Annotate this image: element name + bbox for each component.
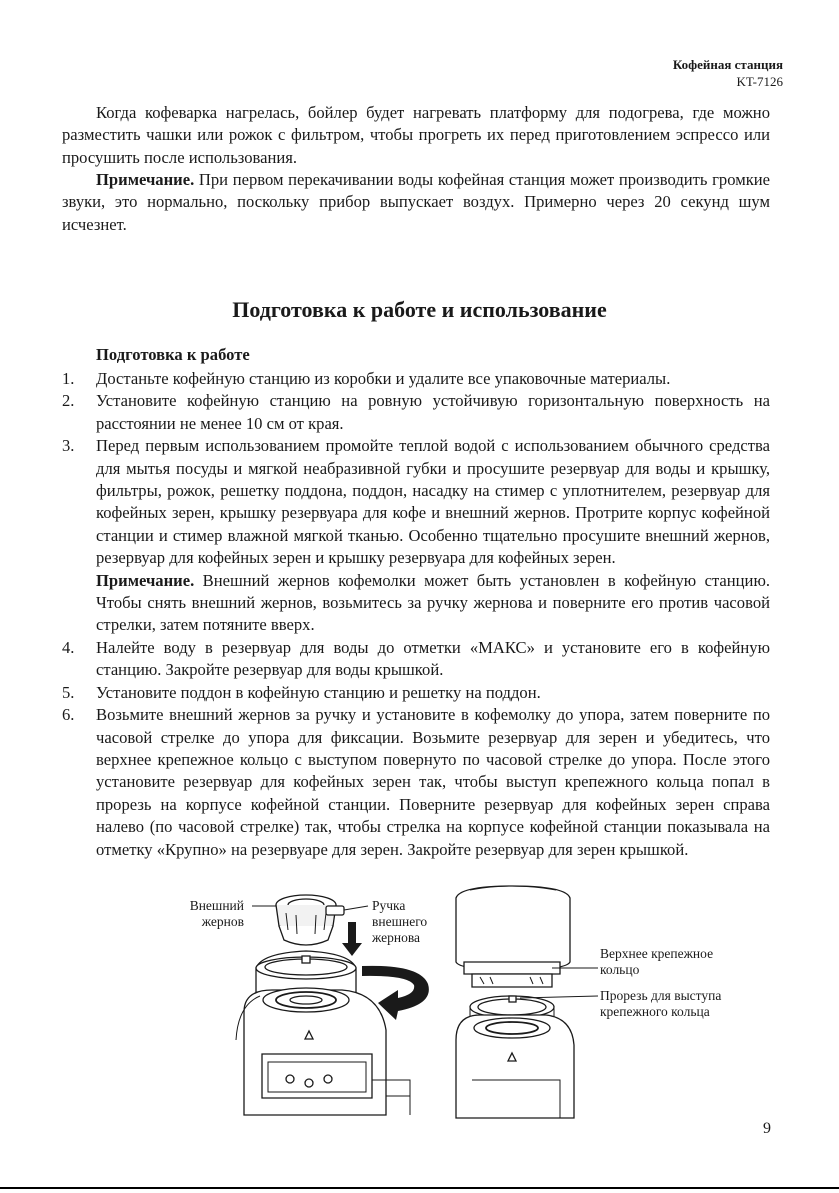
intro-paragraph-2 [62,169,770,236]
step-number: 3. [62,436,75,456]
note-label: Примечание. [96,570,195,590]
list-item [62,682,770,704]
down-arrow-icon [342,922,362,956]
label-outer-burr-2: жернов [201,914,244,929]
list-item [62,704,770,861]
section-title: Подготовка к работе и использование [232,297,607,322]
grinder-body-right [456,996,574,1118]
step-text: Установите кофейную станцию на ровную устойчивую горизонтальную поверхность на расстоянии не менее 10 см от края. [96,391,770,433]
rotate-clockwise-icon [362,966,429,1020]
label-handle-3: жернова [372,930,421,945]
step-text: Возьмите внешний жернов за ручку и установите в кофемолку до упора, затем поверните по часовой стрелке до упора для фиксации. Возьмите резервуар для зерен и убедитесь, что верхнее крепежное кольцо с выступом повернуто по часовой стрелке до упора. После этого установите резервуар для кофейных зерен так, чтобы выступ крепежного кольца попал в прорезь на корпусе кофейной станции. Поверните резервуар для кофейных зерен справа налево (по часовой стрелке) так, чтобы стрелка на корпусе кофейной станции показывала на отметку «Крупно» на резервуаре для зерен. Закройте резервуар для зерен крышкой. [96,705,770,859]
step-number: 4. [62,637,75,657]
label-slot-1: Прорезь для выступа [600,988,722,1003]
outer-burr [276,895,344,945]
intro-paragraph-1 [62,102,770,169]
note-text: Внешний жернов кофемолки может быть установлен в кофейную станцию. Чтобы снять внешний жернов, возьмитесь за ручку жернова и поверните его против часовой стрелки, затем потяните вверх. [96,570,770,635]
steps-list [62,368,770,861]
page-header [673,56,783,90]
label-handle-1: Ручка [372,898,406,913]
page-number: 9 [763,1120,771,1137]
list-item [62,368,770,390]
step-number: 5. [62,682,75,702]
header-title: Кофейная станция [672,57,783,72]
list-item [62,637,770,682]
note-label: Примечание. [96,170,195,189]
label-ring-2: кольцо [600,962,640,977]
label-ring-1: Верхнее крепежное [600,946,714,961]
grinder-body-left [236,951,410,1115]
note-text: При первом перекачивании воды кофейная станция может производить громкие звуки, это нормально, поскольку прибор выпускает воздух. Примерно через 20 секунд шум исчезнет. [62,170,770,234]
bean-hopper [456,886,570,987]
step-text: Достаньте кофейную станцию из коробки и удалите все упаковочные материалы. [96,369,671,388]
label-handle-2: внешнего [372,914,428,929]
bottom-rule [0,1187,839,1189]
step-text: Налейте воду в резервуар для воды до отметки «МАКС» и установите его в кофейную станцию. Закройте резервуар для воды крышкой. [96,637,770,680]
label-slot-2: крепежного кольца [600,1004,710,1019]
intro-text: Когда кофеварка нагрелась, бойлер будет нагревать платформу для подогрева, где можно разместить чашки или рожок с фильтром, чтобы прогреть их перед приготовлением эспрессо или просушить после использования. [62,103,770,167]
list-item [62,435,770,637]
grinder-left-illustration [236,895,429,1115]
step-number: 2. [62,391,75,411]
step-number: 1. [62,369,75,388]
grinder-right-illustration [456,886,598,1118]
step-text: Перед первым использованием промойте теплой водой с использованием обычного средства для мытья посуды и мягкой неабразивной губки и просушите резервуар для воды и крышку, фильтры, рожок, решетку поддона, поддон, насадку на стимер с уплотнителем, резервуар для кофейных зерен, крышку резервуара для кофе и внешний жернов. Протрите корпус кофейной станции и стимер влажной мягкой тканью. Особенно тщательно просушите внешний жернов, резервуар для кофейных зерен и крышку резервуара для кофейных зерен. [96,436,770,568]
step-text: Установите поддон в кофейную станцию и решетку на поддон. [96,682,541,702]
step-number: 6. [62,705,75,725]
label-outer-burr-1: Внешний [189,898,244,913]
list-item [62,390,770,435]
header-model: KT-7126 [736,74,783,89]
subsection-title: Подготовка к работе [96,345,250,364]
